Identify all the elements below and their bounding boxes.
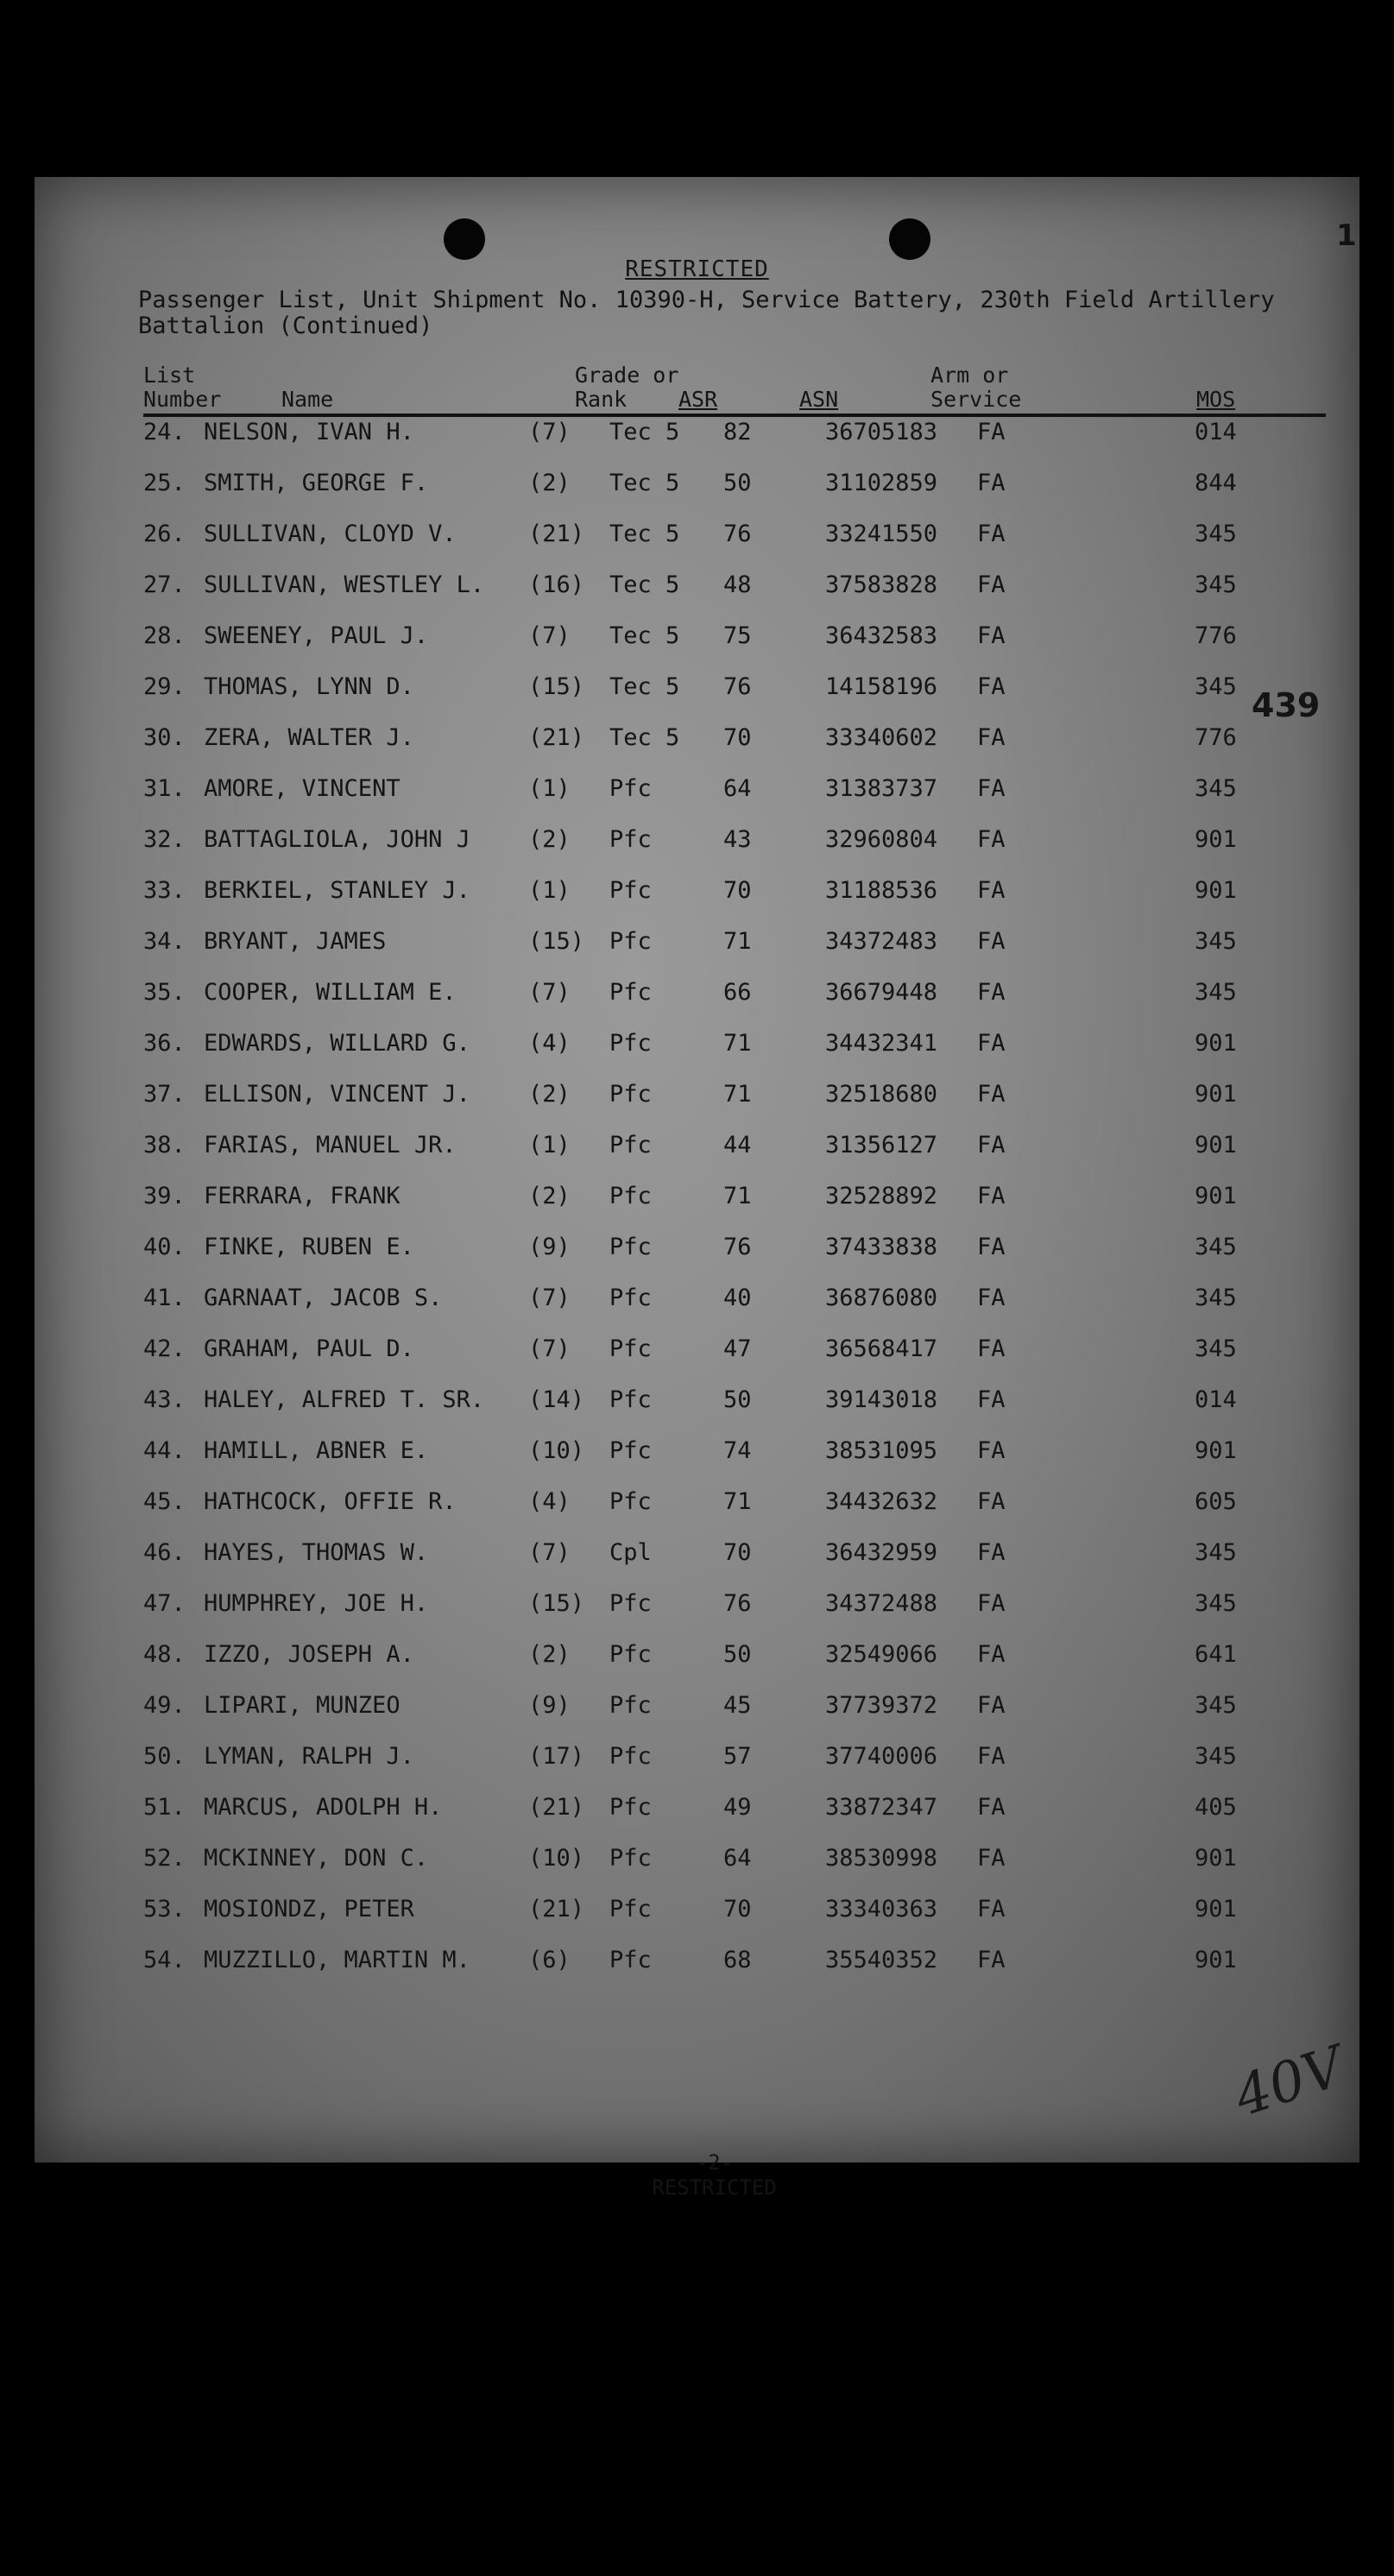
row-grade: Pfc xyxy=(609,1081,652,1108)
row-asr: 47 xyxy=(723,1335,752,1362)
row-arm: FA xyxy=(977,1794,1006,1821)
row-asr: 74 xyxy=(723,1437,752,1464)
row-name: FERRARA, FRANK xyxy=(204,1183,401,1209)
row-asr: 57 xyxy=(723,1743,752,1770)
row-number: 37. xyxy=(143,1081,186,1108)
row-number: 24. xyxy=(143,419,186,445)
row-mos: 901 xyxy=(1195,1437,1237,1464)
row-asn: 36876080 xyxy=(825,1285,938,1311)
row-asn: 31383737 xyxy=(825,775,938,802)
row-asn: 31356127 xyxy=(825,1132,938,1159)
row-asr: 50 xyxy=(723,470,752,496)
table-row xyxy=(143,1689,1326,1739)
row-arm: FA xyxy=(977,1590,1006,1617)
table-row xyxy=(143,1179,1326,1230)
table-row xyxy=(143,925,1326,975)
row-name: MARCUS, ADOLPH H. xyxy=(204,1794,443,1821)
row-asn: 32960804 xyxy=(825,826,938,853)
row-grade: Pfc xyxy=(609,1488,652,1515)
punch-hole-left xyxy=(444,218,485,260)
row-asn: 35540352 xyxy=(825,1947,938,1973)
row-code: (2) xyxy=(528,470,571,496)
row-grade: Pfc xyxy=(609,1437,652,1464)
row-code: (15) xyxy=(528,1590,585,1617)
row-name: EDWARDS, WILLARD G. xyxy=(204,1030,470,1057)
row-arm: FA xyxy=(977,1132,1006,1159)
row-asn: 32549066 xyxy=(825,1641,938,1668)
row-grade: Pfc xyxy=(609,1947,652,1973)
row-number: 39. xyxy=(143,1183,186,1209)
row-arm: FA xyxy=(977,1845,1006,1872)
row-asn: 14158196 xyxy=(825,673,938,700)
row-asn: 36568417 xyxy=(825,1335,938,1362)
row-name: LYMAN, RALPH J. xyxy=(204,1743,414,1770)
row-code: (15) xyxy=(528,673,585,700)
row-asr: 64 xyxy=(723,775,752,802)
row-asn: 32518680 xyxy=(825,1081,938,1108)
row-asr: 40 xyxy=(723,1285,752,1311)
row-code: (2) xyxy=(528,1183,571,1209)
row-grade: Pfc xyxy=(609,1386,652,1413)
row-arm: FA xyxy=(977,470,1006,496)
table-row xyxy=(143,1536,1326,1587)
row-arm: FA xyxy=(977,419,1006,445)
row-grade: Pfc xyxy=(609,1030,652,1057)
passenger-table xyxy=(143,415,1326,1994)
row-mos: 345 xyxy=(1195,1590,1237,1617)
row-number: 44. xyxy=(143,1437,186,1464)
row-number: 45. xyxy=(143,1488,186,1515)
row-arm: FA xyxy=(977,1488,1006,1515)
row-mos: 901 xyxy=(1195,1896,1237,1923)
row-mos: 605 xyxy=(1195,1488,1237,1515)
row-arm: FA xyxy=(977,775,1006,802)
row-name: HAMILL, ABNER E. xyxy=(204,1437,429,1464)
row-asn: 39143018 xyxy=(825,1386,938,1413)
restricted-footer: RESTRICTED xyxy=(652,2175,777,2200)
row-asn: 37433838 xyxy=(825,1234,938,1260)
row-mos: 345 xyxy=(1195,1335,1237,1362)
row-grade: Tec 5 xyxy=(609,673,680,700)
row-name: ELLISON, VINCENT J. xyxy=(204,1081,470,1108)
row-number: 47. xyxy=(143,1590,186,1617)
row-name: HALEY, ALFRED T. SR. xyxy=(204,1386,485,1413)
row-code: (9) xyxy=(528,1234,571,1260)
row-arm: FA xyxy=(977,571,1006,598)
row-code: (6) xyxy=(528,1947,571,1973)
row-asr: 76 xyxy=(723,673,752,700)
row-number: 33. xyxy=(143,877,186,904)
table-row xyxy=(143,823,1326,874)
row-mos: 901 xyxy=(1195,1845,1237,1872)
row-number: 43. xyxy=(143,1386,186,1413)
row-name: FARIAS, MANUEL JR. xyxy=(204,1132,457,1159)
table-row xyxy=(143,1485,1326,1536)
row-code: (21) xyxy=(528,724,585,751)
row-mos: 345 xyxy=(1195,979,1237,1006)
row-grade: Pfc xyxy=(609,1132,652,1159)
row-asr: 76 xyxy=(723,1590,752,1617)
row-asn: 36705183 xyxy=(825,419,938,445)
column-asr: ASR xyxy=(678,387,718,412)
row-asr: 64 xyxy=(723,1845,752,1872)
table-row xyxy=(143,1026,1326,1077)
row-grade: Pfc xyxy=(609,928,652,955)
row-arm: FA xyxy=(977,928,1006,955)
column-name: Name xyxy=(281,387,334,412)
page-title: Passenger List, Unit Shipment No. 10390-H, Service Battery, 230th Field Artillery Battalion (Continued) xyxy=(138,287,1275,339)
row-name: BRYANT, JAMES xyxy=(204,928,387,955)
row-asr: 70 xyxy=(723,1539,752,1566)
row-asn: 34372483 xyxy=(825,928,938,955)
row-code: (9) xyxy=(528,1692,571,1719)
row-mos: 014 xyxy=(1195,1386,1237,1413)
row-code: (10) xyxy=(528,1845,585,1872)
row-number: 50. xyxy=(143,1743,186,1770)
row-number: 34. xyxy=(143,928,186,955)
row-arm: FA xyxy=(977,1081,1006,1108)
row-asr: 71 xyxy=(723,1081,752,1108)
row-asr: 71 xyxy=(723,1030,752,1057)
row-grade: Pfc xyxy=(609,877,652,904)
table-row xyxy=(143,1790,1326,1841)
row-grade: Tec 5 xyxy=(609,419,680,445)
row-grade: Pfc xyxy=(609,1794,652,1821)
row-mos: 776 xyxy=(1195,622,1237,649)
row-asr: 45 xyxy=(723,1692,752,1719)
row-asr: 76 xyxy=(723,1234,752,1260)
row-code: (2) xyxy=(528,826,571,853)
row-code: (7) xyxy=(528,419,571,445)
row-grade: Pfc xyxy=(609,1590,652,1617)
row-name: ZERA, WALTER J. xyxy=(204,724,414,751)
row-arm: FA xyxy=(977,1183,1006,1209)
row-code: (21) xyxy=(528,521,585,547)
table-row xyxy=(143,670,1326,721)
row-name: BATTAGLIOLA, JOHN J xyxy=(204,826,470,853)
column-arm: Arm or Service xyxy=(930,363,1022,412)
row-asr: 75 xyxy=(723,622,752,649)
row-asn: 33241550 xyxy=(825,521,938,547)
row-asr: 76 xyxy=(723,521,752,547)
row-asr: 66 xyxy=(723,979,752,1006)
table-row xyxy=(143,1383,1326,1434)
row-name: MOSIONDZ, PETER xyxy=(204,1896,414,1923)
row-arm: FA xyxy=(977,673,1006,700)
row-number: 54. xyxy=(143,1947,186,1973)
stamp-number: 439 xyxy=(1252,686,1321,724)
row-name: SULLIVAN, WESTLEY L. xyxy=(204,571,485,598)
row-code: (7) xyxy=(528,979,571,1006)
row-number: 25. xyxy=(143,470,186,496)
row-code: (7) xyxy=(528,1539,571,1566)
row-name: MCKINNEY, DON C. xyxy=(204,1845,429,1872)
row-mos: 014 xyxy=(1195,419,1237,445)
table-row xyxy=(143,619,1326,670)
row-mos: 345 xyxy=(1195,775,1237,802)
row-mos: 345 xyxy=(1195,1234,1237,1260)
row-arm: FA xyxy=(977,1641,1006,1668)
row-asn: 33872347 xyxy=(825,1794,938,1821)
column-grade: Grade or Rank xyxy=(575,363,679,412)
row-number: 38. xyxy=(143,1132,186,1159)
row-number: 36. xyxy=(143,1030,186,1057)
row-number: 35. xyxy=(143,979,186,1006)
row-grade: Pfc xyxy=(609,1234,652,1260)
row-asn: 37583828 xyxy=(825,571,938,598)
row-grade: Pfc xyxy=(609,826,652,853)
row-arm: FA xyxy=(977,1437,1006,1464)
punch-hole-right xyxy=(889,218,930,260)
row-name: IZZO, JOSEPH A. xyxy=(204,1641,414,1668)
row-name: GARNAAT, JACOB S. xyxy=(204,1285,443,1311)
row-arm: FA xyxy=(977,1285,1006,1311)
row-grade: Pfc xyxy=(609,979,652,1006)
row-number: 49. xyxy=(143,1692,186,1719)
table-row xyxy=(143,772,1326,823)
table-row xyxy=(143,1943,1326,1994)
row-name: SMITH, GEORGE F. xyxy=(204,470,429,496)
row-code: (4) xyxy=(528,1488,571,1515)
row-arm: FA xyxy=(977,1539,1006,1566)
row-name: LIPARI, MUNZEO xyxy=(204,1692,401,1719)
row-asr: 50 xyxy=(723,1386,752,1413)
row-asn: 34432341 xyxy=(825,1030,938,1057)
row-number: 51. xyxy=(143,1794,186,1821)
row-asr: 43 xyxy=(723,826,752,853)
row-grade: Pfc xyxy=(609,1743,652,1770)
row-grade: Pfc xyxy=(609,1183,652,1209)
row-arm: FA xyxy=(977,1692,1006,1719)
row-number: 48. xyxy=(143,1641,186,1668)
row-mos: 641 xyxy=(1195,1641,1237,1668)
row-arm: FA xyxy=(977,1386,1006,1413)
row-mos: 901 xyxy=(1195,1030,1237,1057)
row-number: 52. xyxy=(143,1845,186,1872)
row-asr: 71 xyxy=(723,928,752,955)
row-asn: 38531095 xyxy=(825,1437,938,1464)
row-name: SWEENEY, PAUL J. xyxy=(204,622,429,649)
row-mos: 776 xyxy=(1195,724,1237,751)
table-row xyxy=(143,1892,1326,1943)
row-asn: 34432632 xyxy=(825,1488,938,1515)
row-name: THOMAS, LYNN D. xyxy=(204,673,414,700)
row-asn: 31188536 xyxy=(825,877,938,904)
row-mos: 405 xyxy=(1195,1794,1237,1821)
row-name: HATHCOCK, OFFIE R. xyxy=(204,1488,457,1515)
handwritten-mark: 40V xyxy=(1227,2035,1352,2130)
row-grade: Pfc xyxy=(609,775,652,802)
row-mos: 345 xyxy=(1195,673,1237,700)
row-mos: 345 xyxy=(1195,1692,1237,1719)
table-row xyxy=(143,1587,1326,1638)
row-asn: 33340363 xyxy=(825,1896,938,1923)
row-arm: FA xyxy=(977,826,1006,853)
row-asr: 70 xyxy=(723,724,752,751)
column-mos: MOS xyxy=(1196,387,1236,412)
row-grade: Tec 5 xyxy=(609,622,680,649)
row-code: (2) xyxy=(528,1081,571,1108)
row-mos: 901 xyxy=(1195,826,1237,853)
row-name: NELSON, IVAN H. xyxy=(204,419,414,445)
row-grade: Tec 5 xyxy=(609,470,680,496)
row-code: (7) xyxy=(528,1335,571,1362)
row-arm: FA xyxy=(977,979,1006,1006)
row-grade: Pfc xyxy=(609,1285,652,1311)
column-asn: ASN xyxy=(799,387,839,412)
row-asr: 44 xyxy=(723,1132,752,1159)
row-number: 27. xyxy=(143,571,186,598)
row-number: 26. xyxy=(143,521,186,547)
row-asr: 49 xyxy=(723,1794,752,1821)
row-asn: 31102859 xyxy=(825,470,938,496)
row-code: (21) xyxy=(528,1896,585,1923)
row-name: HAYES, THOMAS W. xyxy=(204,1539,429,1566)
row-code: (14) xyxy=(528,1386,585,1413)
row-asn: 37739372 xyxy=(825,1692,938,1719)
edge-mark: 1 xyxy=(1336,218,1357,253)
row-arm: FA xyxy=(977,1335,1006,1362)
row-grade: Tec 5 xyxy=(609,571,680,598)
row-name: SULLIVAN, CLOYD V. xyxy=(204,521,457,547)
row-mos: 901 xyxy=(1195,1183,1237,1209)
row-asr: 71 xyxy=(723,1488,752,1515)
row-asn: 33340602 xyxy=(825,724,938,751)
table-row xyxy=(143,1739,1326,1790)
row-asn: 37740006 xyxy=(825,1743,938,1770)
table-row xyxy=(143,1434,1326,1485)
table-row xyxy=(143,1077,1326,1128)
row-mos: 345 xyxy=(1195,571,1237,598)
row-arm: FA xyxy=(977,622,1006,649)
table-row xyxy=(143,1638,1326,1689)
row-name: MUZZILLO, MARTIN M. xyxy=(204,1947,470,1973)
row-number: 46. xyxy=(143,1539,186,1566)
row-name: FINKE, RUBEN E. xyxy=(204,1234,414,1260)
table-row xyxy=(143,1128,1326,1179)
table-row xyxy=(143,466,1326,517)
row-grade: Pfc xyxy=(609,1896,652,1923)
row-code: (16) xyxy=(528,571,585,598)
row-asn: 38530998 xyxy=(825,1845,938,1872)
table-row xyxy=(143,568,1326,619)
row-number: 30. xyxy=(143,724,186,751)
row-name: HUMPHREY, JOE H. xyxy=(204,1590,429,1617)
row-grade: Pfc xyxy=(609,1335,652,1362)
row-asr: 48 xyxy=(723,571,752,598)
table-header xyxy=(143,358,1326,417)
row-code: (21) xyxy=(528,1794,585,1821)
table-row xyxy=(143,721,1326,772)
row-number: 41. xyxy=(143,1285,186,1311)
row-grade: Tec 5 xyxy=(609,521,680,547)
row-code: (15) xyxy=(528,928,585,955)
row-asn: 36432583 xyxy=(825,622,938,649)
table-row xyxy=(143,874,1326,925)
table-row xyxy=(143,975,1326,1026)
row-code: (4) xyxy=(528,1030,571,1057)
row-arm: FA xyxy=(977,877,1006,904)
row-code: (7) xyxy=(528,622,571,649)
row-number: 29. xyxy=(143,673,186,700)
row-asn: 36432959 xyxy=(825,1539,938,1566)
row-asr: 70 xyxy=(723,877,752,904)
row-name: BERKIEL, STANLEY J. xyxy=(204,877,470,904)
row-asr: 71 xyxy=(723,1183,752,1209)
row-number: 40. xyxy=(143,1234,186,1260)
row-code: (7) xyxy=(528,1285,571,1311)
row-grade: Pfc xyxy=(609,1641,652,1668)
row-arm: FA xyxy=(977,1234,1006,1260)
row-grade: Tec 5 xyxy=(609,724,680,751)
row-mos: 901 xyxy=(1195,877,1237,904)
row-name: AMORE, VINCENT xyxy=(204,775,401,802)
table-row xyxy=(143,1281,1326,1332)
row-name: GRAHAM, PAUL D. xyxy=(204,1335,414,1362)
row-grade: Cpl xyxy=(609,1539,652,1566)
row-arm: FA xyxy=(977,1030,1006,1057)
row-mos: 844 xyxy=(1195,470,1237,496)
row-code: (10) xyxy=(528,1437,585,1464)
row-code: (17) xyxy=(528,1743,585,1770)
row-grade: Pfc xyxy=(609,1845,652,1872)
row-number: 42. xyxy=(143,1335,186,1362)
table-row xyxy=(143,1230,1326,1281)
row-number: 31. xyxy=(143,775,186,802)
row-code: (2) xyxy=(528,1641,571,1668)
row-mos: 901 xyxy=(1195,1132,1237,1159)
row-mos: 345 xyxy=(1195,1539,1237,1566)
row-code: (1) xyxy=(528,877,571,904)
row-code: (1) xyxy=(528,775,571,802)
row-arm: FA xyxy=(977,521,1006,547)
table-row xyxy=(143,1332,1326,1383)
row-grade: Pfc xyxy=(609,1692,652,1719)
row-mos: 901 xyxy=(1195,1947,1237,1973)
row-mos: 345 xyxy=(1195,928,1237,955)
column-list-number: List Number xyxy=(143,363,222,412)
row-mos: 345 xyxy=(1195,1743,1237,1770)
row-code: (1) xyxy=(528,1132,571,1159)
table-row xyxy=(143,1841,1326,1892)
table-row xyxy=(143,415,1326,466)
row-arm: FA xyxy=(977,724,1006,751)
row-arm: FA xyxy=(977,1743,1006,1770)
row-asr: 68 xyxy=(723,1947,752,1973)
row-asr: 82 xyxy=(723,419,752,445)
row-asn: 32528892 xyxy=(825,1183,938,1209)
document-page xyxy=(35,177,1359,2200)
row-asr: 70 xyxy=(723,1896,752,1923)
row-asr: 50 xyxy=(723,1641,752,1668)
row-mos: 345 xyxy=(1195,1285,1237,1311)
row-arm: FA xyxy=(977,1947,1006,1973)
page-number: -2- xyxy=(695,2150,734,2175)
row-mos: 901 xyxy=(1195,1081,1237,1108)
row-number: 53. xyxy=(143,1896,186,1923)
row-asn: 36679448 xyxy=(825,979,938,1006)
restricted-header: RESTRICTED xyxy=(625,256,769,282)
row-mos: 345 xyxy=(1195,521,1237,547)
row-number: 32. xyxy=(143,826,186,853)
table-row xyxy=(143,517,1326,568)
row-arm: FA xyxy=(977,1896,1006,1923)
row-number: 28. xyxy=(143,622,186,649)
row-name: COOPER, WILLIAM E. xyxy=(204,979,457,1006)
row-asn: 34372488 xyxy=(825,1590,938,1617)
